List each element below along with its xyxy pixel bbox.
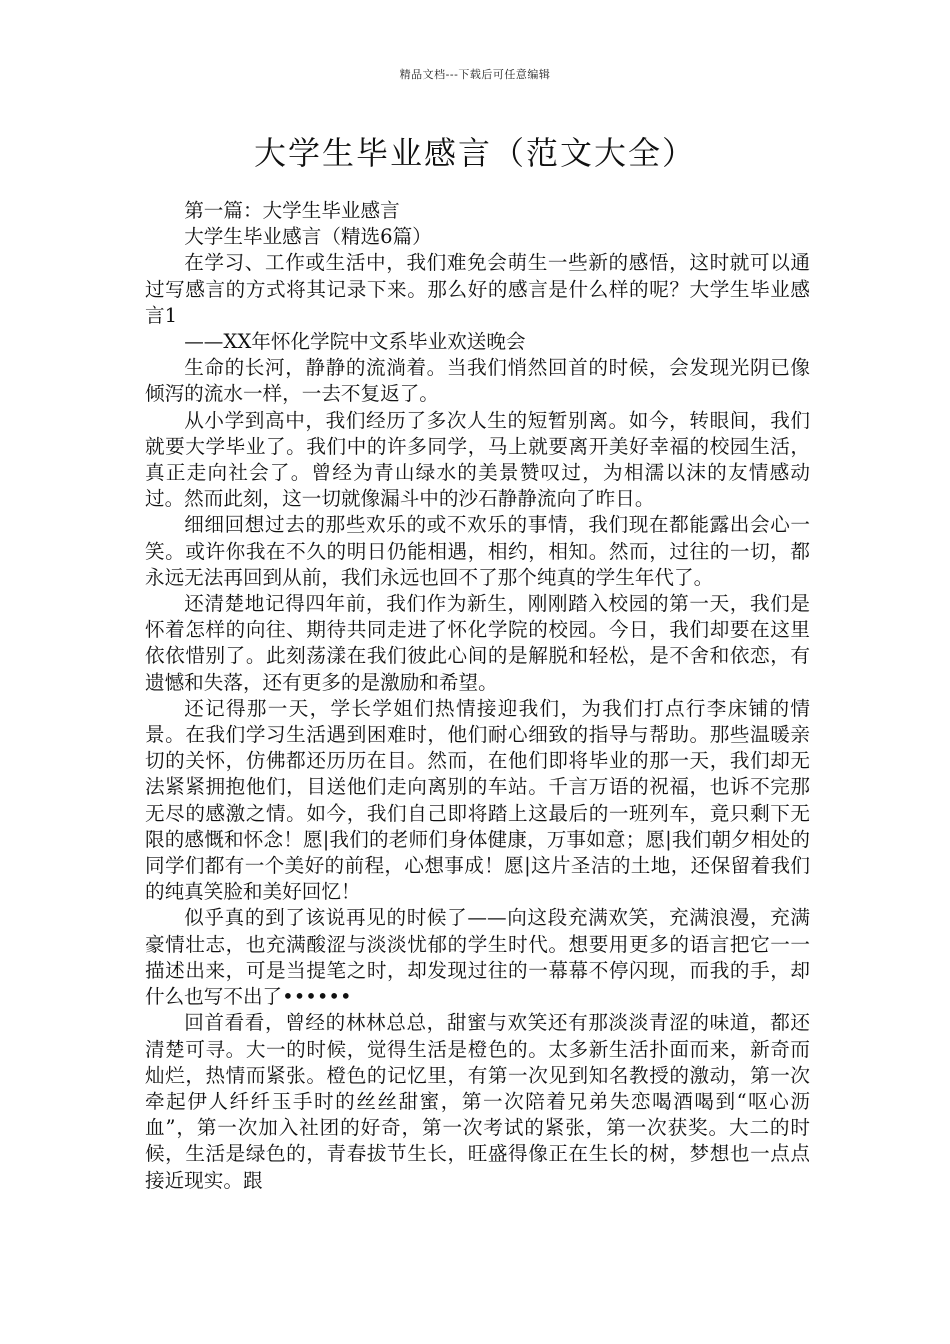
- paragraph: 生命的长河，静静的流淌着。当我们悄然回首的时候，会发现光阴已像倾泻的流水一样，一去不复返了。: [145, 356, 810, 406]
- paragraph: 在学习、工作或生活中，我们难免会萌生一些新的感悟，这时就可以通过写感言的方式将其记录下来。那么好的感言是什么样的呢？大学生毕业感言1: [145, 251, 810, 327]
- paragraph: 大学生毕业感言（精选6篇）: [184, 225, 432, 249]
- paragraph: 还清楚地记得四年前，我们作为新生，刚刚踏入校园的第一天，我们是怀着怎样的向往、期待共同走进了怀化学院的校园。今日，我们却要在这里依依惜别了。此刻荡漾在我们彼此心间的是解脱和轻松，是不舍和依恋，有遗憾和失落，还有更多的是激励和希望。: [145, 592, 810, 694]
- document-body: [145, 198, 810, 1194]
- paragraph: 细细回想过去的那些欢乐的或不欢乐的事情，我们现在都能露出会心一笑。或许你我在不久的明日仍能相遇，相约，相知。然而，过往的一切，都永远无法再回到从前，我们永远也回不了那个纯真的学生年代了。: [145, 513, 810, 589]
- paragraph: 回首看看，曾经的林林总总，甜蜜与欢笑还有那淡淡青涩的味道，都还清楚可寻。大一的时候，觉得生活是橙色的。太多新生活扑面而来，新奇而灿烂，热情而紧张。橙色的记忆里，有第一次见到知名教授的激动，第一次牵起伊人纤纤玉手时的丝丝甜蜜，第一次陪着兄弟失恋喝酒喝到“呕心沥血”，第一次加入社团的好奇，第一次考试的紧张，第一次获奖。大二的时候，生活是绿色的，青春拔节生长，旺盛得像正在生长的树，梦想也一点点接近现实。跟: [145, 1011, 810, 1192]
- paragraph: 还记得那一天，学长学姐们热情接迎我们，为我们打点行李床铺的情景。在我们学习生活遇到困难时，他们耐心细致的指导与帮助。那些温暖亲切的关怀，仿佛都还历历在目。然而，在他们即将毕业的那一天，我们却无法紧紧拥抱他们，目送他们走向离别的车站。千言万语的祝福，也诉不完那无尽的感激之情。如今，我们自己即将踏上这最后的一班列车，竟只剩下无限的感慨和怀念！愿|我们的老师们身体健康，万事如意；愿|我们朝夕相处的同学们都有一个美好的前程，心想事成！愿|这片圣洁的土地，还保留着我们的纯真笑脸和美好回忆！: [145, 696, 810, 904]
- header-note: 精品文档---下载后可任意编辑: [399, 68, 551, 81]
- paragraph: 从小学到高中，我们经历了多次人生的短暂别离。如今，转眼间，我们就要大学毕业了。我们中的许多同学，马上就要离开美好幸福的校园生活，真正走向社会了。曾经为青山绿水的美景赞叹过，为相濡以沫的友情感动过。然而此刻，这一切就像漏斗中的沙石静静流向了昨日。: [145, 408, 810, 511]
- document-title: 大学生毕业感言（范文大全）: [253, 134, 696, 172]
- paragraph: ——XX年怀化学院中文系毕业欢送晚会: [184, 330, 526, 354]
- paragraph: 第一篇：大学生毕业感言: [184, 199, 400, 222]
- paragraph: 似乎真的到了该说再见的时候了——向这段充满欢笑，充满浪漫，充满豪情壮志，也充满酸涩与淡淡忧郁的学生时代。想要用更多的语言把它一一描述出来，可是当提笔之时，却发现过往的一幕幕不停闪现，而我的手，却什么也写不出了••••••: [145, 906, 810, 1009]
